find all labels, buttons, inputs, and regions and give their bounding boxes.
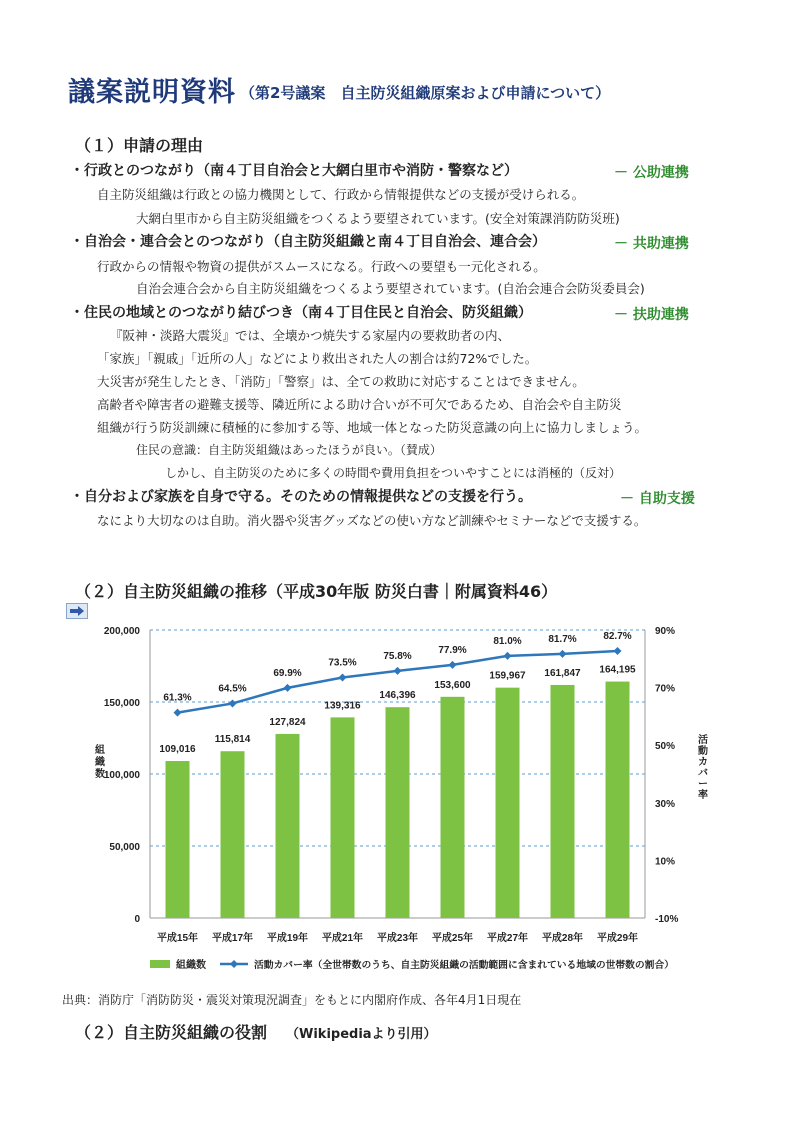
y-tick-label: 50,000 xyxy=(109,842,140,853)
tag-3: － 扶助連携 xyxy=(614,307,689,323)
bullet-4: ・自分および家族を自身で守る。そのための情報提供などの支援を行う。 xyxy=(70,489,532,505)
bar-value-label: 139,316 xyxy=(324,700,361,712)
bar xyxy=(441,697,465,918)
page-subtitle: （第2号議案 自主防災組織原案および申請について） xyxy=(240,84,611,102)
y2-tick-label: 30% xyxy=(655,798,676,810)
y-axis-title: 組織数 xyxy=(95,745,105,780)
legend-bar-label: 組織数 xyxy=(176,960,206,971)
y2-axis-title: 活動カバー率 xyxy=(698,735,708,801)
section2-heading: （２）自主防災組織の推移（平成30年版 防災白書｜附属資料46） xyxy=(75,582,558,601)
bullet-2: ・自治会・連合会とのつながり（自主防災組織と南４丁目自治会、連合会） xyxy=(70,234,546,250)
item3-line2: 「家族」「親戚」「近所の人」などにより救出された人の割合は約72%でした。 xyxy=(97,351,538,366)
bar-value-label: 153,600 xyxy=(434,679,471,691)
arrow-right-icon[interactable] xyxy=(66,603,88,619)
y-tick-label: 200,000 xyxy=(103,626,140,637)
bar-value-label: 159,967 xyxy=(489,670,526,682)
bullet-3: ・住民の地域とのつながり結びつき（南４丁目住民と自治会、防災組織） xyxy=(70,305,532,321)
bar xyxy=(551,685,575,918)
bar-value-label: 164,195 xyxy=(599,664,636,676)
bar-value-label: 127,824 xyxy=(269,716,306,728)
chart-source: 出典：消防庁「消防防災・震災対策現況調査」をもとに内閣府作成、各年4月1日現在 xyxy=(62,993,522,1007)
tag-4: － 自助支援 xyxy=(620,491,695,507)
bar xyxy=(386,707,410,918)
page-title: 議案説明資料 xyxy=(68,77,236,108)
section1-heading: （１）申請の理由 xyxy=(75,136,204,155)
bar xyxy=(496,688,520,918)
y2-tick-label: 10% xyxy=(655,856,676,868)
x-tick-label: 平成19年 xyxy=(266,933,309,944)
line-point xyxy=(449,661,457,669)
legend-line-marker xyxy=(230,960,238,968)
item4-line1: なにより大切なのは自助。消火器や災害グッズなどの使い方など訓練やセミナーなどで支援する。 xyxy=(97,513,647,528)
item3-line3: 大災害が発生したとき、「消防」「警察」は、全ての救助に対応することはできません。 xyxy=(97,374,585,389)
item3-line1: 『阪神・淡路大震災』では、全壊かつ焼失する家屋内の要救助者の内、 xyxy=(110,328,511,343)
item3-line5: 組織が行う防災訓練に積極的に参加する等、地域一体となった防災意識の向上に協力しましょう。 xyxy=(97,420,648,435)
x-tick-label: 平成27年 xyxy=(486,933,529,944)
x-tick-label: 平成28年 xyxy=(541,933,584,944)
organization-chart xyxy=(70,618,710,978)
legend-bar-swatch xyxy=(150,960,170,968)
section3-heading: （２）自主防災組織の役割 xyxy=(75,1023,268,1042)
line-point xyxy=(394,667,402,675)
x-tick-label: 平成25年 xyxy=(431,933,474,944)
x-tick-label: 平成23年 xyxy=(376,933,419,944)
line-point xyxy=(284,684,292,692)
line-point xyxy=(174,709,182,717)
y-tick-label: 100,000 xyxy=(103,770,140,781)
item3-line4: 高齢者や障害者の避難支援等、隣近所による助け合いが不可欠であるため、自治会や自主防災 xyxy=(97,397,622,412)
line-point xyxy=(339,674,347,682)
bullet-1: ・行政とのつながり（南４丁目自治会と大網白里市や消防・警察など） xyxy=(70,163,518,179)
section3-heading-note: （Wikipediaより引用） xyxy=(286,1027,437,1042)
line-value-label: 64.5% xyxy=(218,683,247,695)
y2-tick-label: 50% xyxy=(655,741,676,753)
x-tick-label: 平成29年 xyxy=(596,933,639,944)
bar-value-label: 161,847 xyxy=(544,667,581,679)
line-value-label: 81.0% xyxy=(493,635,522,647)
line-value-label: 82.7% xyxy=(603,631,632,643)
legend-line-label: 活動カバー率（全世帯数のうち、自主防災組織の活動範囲に含まれている地域の世帯数の割合） xyxy=(254,960,663,971)
y-tick-label: 150,000 xyxy=(103,698,140,709)
bar xyxy=(331,717,355,918)
line-point xyxy=(614,647,622,655)
bar xyxy=(276,734,300,918)
line-value-label: 75.8% xyxy=(383,650,412,662)
y2-tick-label: 90% xyxy=(655,626,676,637)
line-value-label: 61.3% xyxy=(163,692,192,704)
line-value-label: 73.5% xyxy=(328,657,357,669)
line-value-label: 81.7% xyxy=(548,633,577,645)
item1-line1: 自主防災組織は行政との協力機関として、行政から情報提供などの支援が受けられる。 xyxy=(97,187,585,202)
bar xyxy=(606,682,630,918)
bar-value-label: 109,016 xyxy=(159,744,196,756)
x-tick-label: 平成17年 xyxy=(211,933,254,944)
bar xyxy=(221,751,245,918)
line-point xyxy=(229,699,237,707)
item2-line1: 行政からの情報や物資の提供がスムースになる。行政への要望も一元化される。 xyxy=(97,259,546,274)
item3-line7: しかし、自主防災のために多くの時間や費用負担をついやすことには消極的（反対） xyxy=(165,466,622,480)
y2-tick-label: -10% xyxy=(655,914,679,925)
line-point xyxy=(504,652,512,660)
y2-tick-label: 70% xyxy=(655,683,676,695)
bar xyxy=(166,761,190,918)
line-point xyxy=(559,650,567,658)
item1-line2: 大網白里市から自主防災組織をつくるよう要望されています。(安全対策課消防防災班) xyxy=(136,211,620,226)
tag-1: － 公助連携 xyxy=(614,165,689,181)
bar-value-label: 115,814 xyxy=(214,734,251,746)
line-value-label: 77.9% xyxy=(438,644,467,656)
line-value-label: 69.9% xyxy=(273,667,302,679)
tag-2: － 共助連携 xyxy=(614,236,689,252)
x-tick-label: 平成15年 xyxy=(156,933,199,944)
x-tick-label: 平成21年 xyxy=(321,933,364,944)
item3-line6: 住民の意識：自主防災組織はあったほうが良い。（賛成） xyxy=(136,443,442,457)
item2-line2: 自治会連合会から自主防災組織をつくるよう要望されています。(自治会連合会防災委員会) xyxy=(136,281,645,296)
bar-value-label: 146,396 xyxy=(379,690,416,702)
y-tick-label: 0 xyxy=(134,914,140,925)
